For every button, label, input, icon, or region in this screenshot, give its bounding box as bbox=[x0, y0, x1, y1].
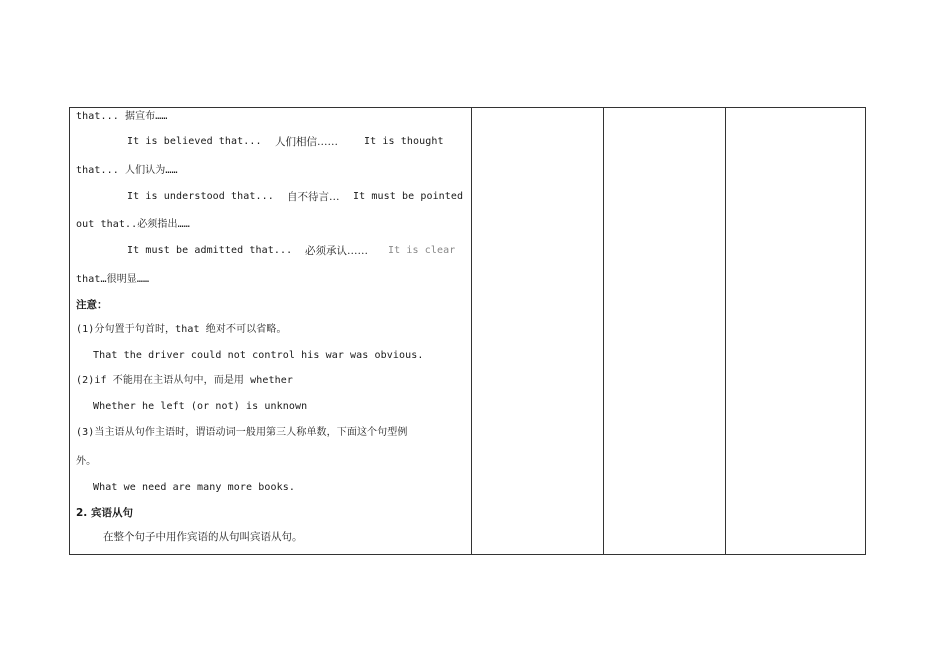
text-line: 自不待言… bbox=[287, 191, 340, 203]
text-line: It must be admitted that... bbox=[127, 245, 293, 256]
text-line: It is understood that... bbox=[127, 191, 274, 202]
text-line: It is clear bbox=[388, 245, 456, 256]
text-line: out that..必须指出…… bbox=[76, 219, 190, 230]
example-sentence: What we need are many more books. bbox=[93, 482, 295, 493]
section-description: 在整个句子中用作宾语的从句叫宾语从句。 bbox=[103, 531, 303, 543]
column-divider bbox=[725, 108, 726, 554]
note-heading: 注意： bbox=[76, 299, 108, 311]
text-line: 人们相信…… bbox=[275, 136, 338, 148]
column-divider bbox=[471, 108, 472, 554]
column-divider bbox=[603, 108, 604, 554]
text-line: It must be pointed bbox=[353, 191, 464, 202]
example-sentence: That the driver could not control his war was obvious. bbox=[93, 350, 424, 361]
note-item: (2)if 不能用在主语从句中，而是用 whether bbox=[76, 375, 293, 386]
text-line: that... 人们认为…… bbox=[76, 165, 178, 176]
text-line: It is thought bbox=[364, 136, 444, 147]
example-sentence: Whether he left (or not) is unknown bbox=[93, 401, 308, 412]
text-line: 必须承认…… bbox=[305, 245, 368, 257]
text-line: that... 据宣布…… bbox=[76, 111, 168, 122]
text-line: It is believed that... bbox=[127, 136, 262, 147]
section-heading: 2. 宾语从句 bbox=[76, 507, 133, 519]
note-item: (1)分句置于句首时，that 绝对不可以省略。 bbox=[76, 324, 287, 335]
text-line: that…很明显…… bbox=[76, 274, 150, 285]
note-item: (3)当主语从句作主语时，谓语动词一般用第三人称单数，下面这个句型例 bbox=[76, 427, 408, 438]
note-item: 外。 bbox=[76, 456, 97, 467]
